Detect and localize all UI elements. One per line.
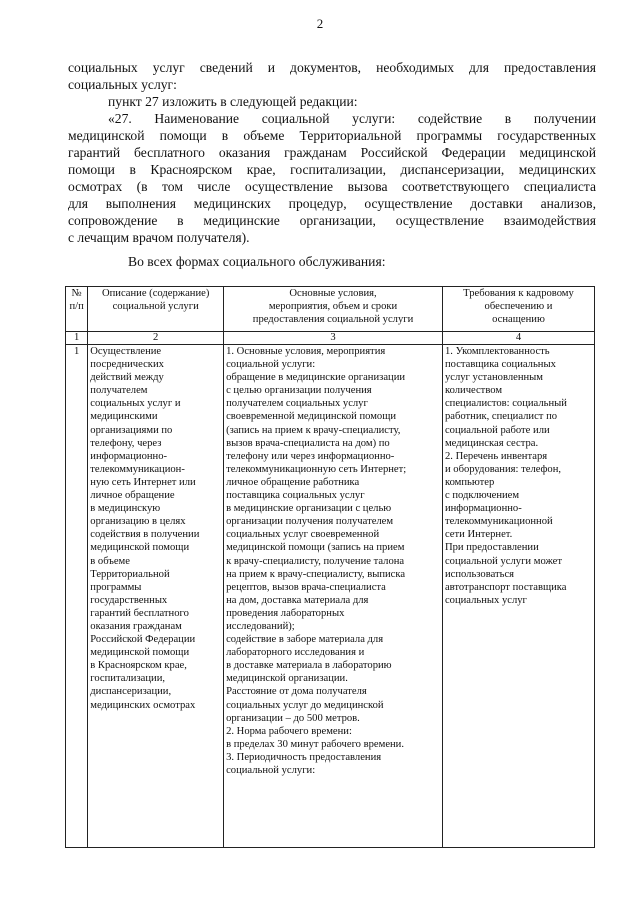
conditions-line: на прием к врачу-специалисту, выписка: [226, 568, 406, 580]
conditions-line: личное обращение работника: [226, 476, 360, 488]
description-line: информационно-: [90, 450, 168, 462]
conditions-line: социальной услуги:: [226, 359, 316, 371]
description-line: телекоммуникацион-: [90, 463, 185, 475]
conditions-line: медицинской помощи (запись на прием: [226, 542, 405, 554]
header-line: Требования к кадровому: [463, 288, 574, 299]
conditions-line: 2. Норма рабочего времени:: [226, 725, 352, 737]
requirements-line: 1. Укомплектованность: [444, 346, 550, 357]
conditions-line: телекоммуникационную сеть Интернет;: [226, 463, 407, 475]
table-header-row: [66, 287, 595, 332]
conditions-line: в доставке материала в лабораторию: [226, 660, 392, 672]
description-line: телефону, через: [90, 437, 162, 449]
conditions-line: социальных услуг своевременной: [226, 529, 380, 541]
description-line: госпитализации,: [90, 673, 166, 685]
header-cell: [224, 287, 443, 332]
requirements-line: автотранспорт поставщика: [444, 581, 567, 593]
conditions-line: в медицинские организации с целью: [226, 503, 392, 515]
table-row: [66, 345, 595, 848]
conditions-line: медицинской организации.: [226, 673, 348, 685]
requirements-line: социальной работе или: [444, 424, 550, 436]
column-number: 4: [442, 332, 594, 345]
header-line: предоставления социальной услуги: [252, 314, 414, 326]
requirements-line: количеством: [444, 385, 503, 397]
conditions-line: 1. Основные условия, мероприятия: [226, 346, 386, 357]
conditions-line: 3. Периодичность предоставления: [226, 751, 382, 763]
conditions-line: лабораторного исследования и: [226, 647, 365, 659]
header-line: мероприятия, объем и сроки: [268, 301, 398, 313]
requirements-line: сети Интернет.: [444, 529, 513, 541]
description-cell: [88, 345, 224, 848]
description-line: социальных услуг и: [90, 398, 181, 410]
conditions-line: Расстояние от дома получателя: [226, 686, 367, 698]
description-line: в Красноярском крае,: [90, 660, 187, 672]
description-line: личное обращение: [90, 490, 175, 502]
conditions-line: в пределах 30 минут рабочего времени.: [226, 738, 405, 750]
page-number: 2: [316, 16, 324, 31]
description-line: медицинской помощи: [90, 542, 190, 554]
description-line: оказания гражданам: [90, 620, 182, 632]
conditions-line: (запись на прием к врачу-специалисту,: [226, 424, 401, 436]
header-line: социальной услуги: [112, 301, 199, 313]
requirements-line: При предоставлении: [444, 542, 539, 554]
paragraph-line: для выполнения медицинских процедур, осуществление доставки анализов,: [68, 196, 596, 211]
requirements-line: с подключением: [444, 490, 520, 502]
description-line: в медицинскую: [90, 503, 161, 515]
description-line: диспансеризации,: [90, 686, 172, 698]
header-cell: [442, 287, 594, 332]
paragraph-line: Во всех формах социального обслуживания:: [128, 254, 386, 269]
requirements-line: 2. Перечень инвентаря: [444, 450, 548, 462]
header-line: Описание (содержание): [101, 288, 210, 299]
conditions-line: своевременной медицинской помощи: [226, 411, 397, 423]
column-number: 3: [224, 332, 443, 345]
conditions-line: поставщика социальных услуг: [226, 490, 365, 502]
conditions-line: на дом, доставка материала для: [226, 594, 369, 606]
description-line: государственных: [90, 594, 168, 606]
requirements-line: телекоммуникационной: [444, 516, 553, 528]
paragraph-line: пункт 27 изложить в следующей редакции:: [108, 94, 358, 109]
header-line: оснащению: [492, 314, 545, 326]
paragraph-line: социальных услуг сведений и документов, необходимых для предоставления: [68, 60, 596, 75]
paragraph-line: социальных услуг:: [68, 77, 177, 92]
conditions-line: обращение в медицинские организации: [226, 372, 406, 384]
description-line: содействия в получении: [90, 529, 200, 541]
description-line: организацию в целях: [90, 516, 186, 528]
description-line: Российской Федерации: [90, 634, 196, 646]
description-line: в объеме: [90, 555, 130, 567]
description-line: Осуществление: [90, 346, 162, 357]
conditions-cell: [224, 345, 443, 848]
header-cell: [88, 287, 224, 332]
conditions-line: рецептов, вызов врача-специалиста: [226, 581, 386, 593]
paragraph-line: гарантий бесплатного оказания гражданам Российской Федерации медицинской: [68, 145, 596, 160]
requirements-line: работник, специалист по: [444, 411, 558, 423]
conditions-line: социальной услуги:: [226, 765, 316, 776]
description-line: программы: [90, 581, 142, 593]
conditions-line: телефону или через информационно-: [226, 450, 395, 462]
paragraph-line: сопровождение в медицинские организации, осуществление взаимодействия: [68, 213, 596, 228]
description-line: получателем: [90, 385, 148, 397]
requirements-line: поставщика социальных: [444, 359, 556, 371]
requirements-line: специалистов: социальный: [444, 398, 567, 410]
description-line: Территориальной: [90, 568, 170, 580]
requirements-cell: [442, 345, 594, 848]
requirements-line: и оборудования: телефон,: [444, 463, 562, 475]
column-number-row: [66, 332, 595, 345]
requirements-line: услуг установленным: [444, 372, 543, 384]
requirements-line: социальной услуги может: [444, 555, 562, 567]
services-table: [65, 286, 595, 848]
paragraph-line: помощи в Красноярском крае, госпитализации, диспансеризации, медицинских: [68, 162, 596, 177]
requirements-line: компьютер: [444, 476, 495, 488]
requirements-line: социальных услуг: [444, 594, 527, 606]
header-line: обеспечению и: [484, 301, 553, 313]
description-line: медицинскими: [90, 411, 158, 423]
conditions-line: исследований);: [226, 620, 295, 632]
conditions-line: с целью организации получения: [226, 385, 372, 397]
conditions-line: содействие в заборе материала для: [226, 634, 384, 646]
requirements-line: использоваться: [444, 568, 515, 580]
description-line: медицинской помощи: [90, 647, 190, 659]
conditions-line: социальных услуг до медицинской: [226, 699, 384, 711]
header-line: №: [71, 288, 82, 299]
header-cell: [66, 287, 88, 332]
paragraph-line: медицинской помощи в объеме Территориальной программы государственных: [68, 128, 596, 143]
requirements-line: медицинская сестра.: [444, 437, 539, 449]
paragraph-line: с лечащим врачом получателя).: [68, 230, 250, 245]
column-number: 2: [88, 332, 224, 345]
description-line: ную сеть Интернет или: [90, 476, 196, 488]
conditions-line: вызов врача-специалиста на дом) по: [226, 437, 390, 449]
column-number: 1: [66, 332, 88, 345]
description-line: посреднических: [90, 359, 164, 371]
row-number: 1: [66, 345, 88, 848]
description-line: гарантий бесплатного: [90, 607, 189, 619]
paragraph-line: «27. Наименование социальной услуги: содействие в получении: [108, 111, 596, 126]
description-line: медицинских осмотрах: [90, 699, 196, 711]
header-line: Основные условия,: [289, 288, 377, 299]
requirements-line: информационно-: [444, 503, 522, 515]
conditions-line: организации – до 500 метров.: [226, 712, 360, 724]
description-line: организациями по: [90, 424, 173, 436]
conditions-line: получателем социальных услуг: [226, 398, 368, 410]
conditions-line: проведения лабораторных: [226, 607, 345, 619]
conditions-line: организации получения получателем: [226, 516, 394, 528]
description-line: действий между: [90, 372, 164, 384]
conditions-line: к врачу-специалисту, получение талона: [226, 555, 405, 567]
header-line: п/п: [69, 301, 84, 313]
paragraph-line: осмотрах (в том числе осуществление вызова соответствующего специалиста: [68, 179, 596, 194]
